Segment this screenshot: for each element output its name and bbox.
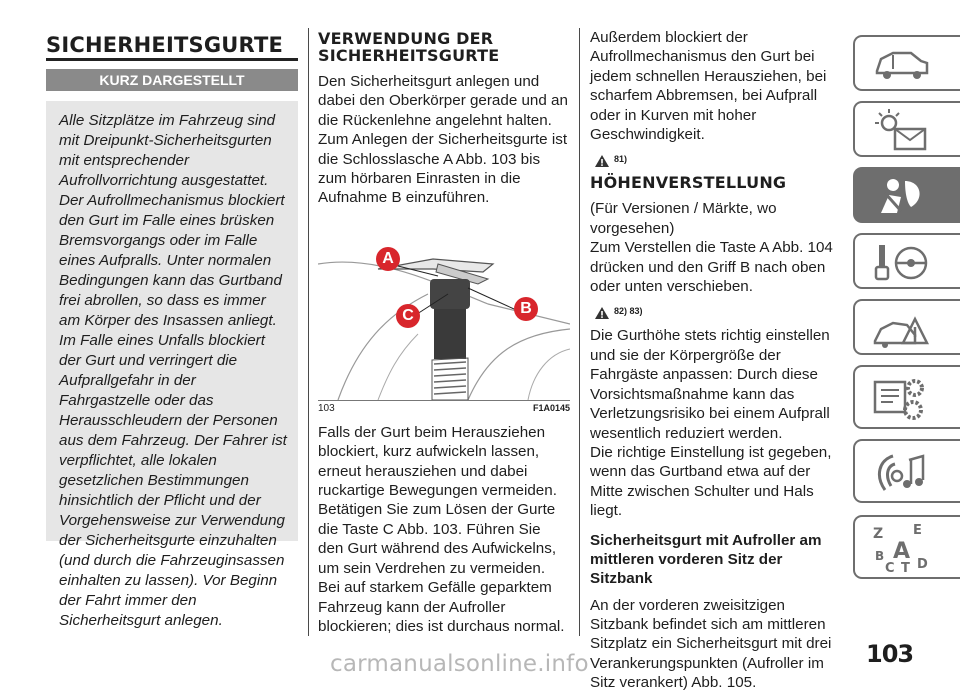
svg-text:E: E bbox=[913, 523, 922, 538]
watermark: carmanualsonline.info bbox=[330, 651, 589, 677]
column-divider bbox=[308, 28, 309, 636]
tab-emergency[interactable] bbox=[853, 299, 960, 355]
page-number: 103 bbox=[866, 640, 914, 668]
subheading: Sicherheitsgurt mit Aufroller am mittleren vorderen Sitz der Sitzbank bbox=[590, 531, 822, 587]
label-c: C bbox=[396, 304, 420, 328]
tab-safety[interactable] bbox=[853, 167, 960, 223]
heading-line: SICHERHEITSGURTE bbox=[318, 46, 500, 65]
paragraph: Zum Verstellen die Taste A Abb. 104 drücken und den Griff B nach oben oder unten verschieben. bbox=[590, 239, 833, 296]
alphabetical-index-icon bbox=[871, 521, 931, 575]
section-heading-usage bbox=[318, 30, 570, 64]
svg-text:B: B bbox=[875, 549, 885, 563]
safety-airbag-icon bbox=[871, 173, 931, 219]
warning-triangle-icon bbox=[594, 306, 610, 320]
paragraph: (Für Versionen / Märkte, wo vorgesehen) bbox=[590, 200, 777, 237]
section-heading-height: HÖHENVERSTELLUNG bbox=[590, 173, 787, 193]
column-middle bbox=[318, 28, 570, 636]
svg-text:A: A bbox=[893, 539, 911, 564]
paragraph: Die richtige Einstellung ist gegeben, wenn das Gurtband etwa auf der Mitte zwischen Schulter und Hals liegt. bbox=[590, 443, 832, 520]
summary-box bbox=[46, 101, 298, 629]
tab-index[interactable] bbox=[853, 515, 960, 579]
svg-text:D: D bbox=[917, 557, 928, 572]
emergency-crash-icon bbox=[871, 305, 931, 351]
warning-lights-icon bbox=[871, 107, 931, 153]
section-heading: SICHERHEITSGURTE bbox=[46, 32, 298, 61]
svg-text:T: T bbox=[901, 561, 910, 575]
column-left bbox=[46, 28, 298, 629]
figure-number: 103 bbox=[318, 402, 335, 414]
paragraph: Zum Anlegen der Sicherheitsgurte ist die Schlosslasche A Abb. 103 bis zum hörbaren Einrasten in die Aufnahme B einzuführen. bbox=[318, 131, 568, 207]
warning-reference bbox=[594, 154, 842, 168]
maintenance-gears-icon bbox=[871, 371, 931, 425]
tab-starting-driving[interactable] bbox=[853, 233, 960, 289]
multimedia-icon bbox=[871, 445, 931, 499]
tab-car-overview[interactable] bbox=[853, 35, 960, 91]
warning-triangle-icon bbox=[594, 154, 610, 168]
paragraph: Bei auf starkem Gefälle geparktem Fahrzeug kann der Aufroller blockieren; dies ist durchaus normal. bbox=[318, 579, 565, 635]
tab-warning-lights[interactable] bbox=[853, 101, 960, 157]
paragraph: Außerdem blockiert der Aufrollmechanismus den Gurt bei jedem schnellen Herausziehen, bei scharfem Abbremsen, bei Aufprall oder in Kurven mit hoher Geschwindigkeit. bbox=[590, 29, 827, 144]
svg-text:C: C bbox=[885, 561, 895, 575]
paragraph: Die Gurthöhe stets richtig einstellen und sie der Körpergröße der Fahrgäste anpassen: Durch diese Vorsichtsmaßnahme kann das Verletzungsrisiko bei einem Aufprall wesentlich reduziert werden. bbox=[590, 327, 830, 442]
label-a: A bbox=[376, 247, 400, 271]
car-overview-icon bbox=[871, 41, 931, 87]
warning-number: 81) bbox=[614, 154, 628, 165]
column-right bbox=[590, 28, 842, 693]
warning-reference bbox=[594, 306, 842, 320]
summary-text: Alle Sitzplätze im Fahrzeug sind mit Dreipunkt-Sicherheitsgurten mit entsprechender Aufrollvorrichtung ausgestattet. Der Aufrollmechanismus blockiert den Gurt im Falle eines brüsken Bremsvorgangs oder im Falle eines Aufpralls. Unter normalen Bedingungen kann das Gurtband frei abrollen, so dass es immer am Körper des Insassen anliegt. Im Falle eines Unfalls blockiert der Gurt und verringert die Aufprallgefahr in der Fahrgastzelle oder das Herausschleudern der Personen aus dem Fahrzeug. Der Fahrer ist verpflichtet, alle lokalen gesetzlichen Bestimmungen hinsichtlich der Pflicht und der Vorgehensweise zur Verwendung der Sicherheitsgurte einzuhalten (und durch die Fahrzeuginsassen einhalten zu lassen). Vor Beginn der Fahrt immer den Sicherheitsgurt anlegen. bbox=[59, 112, 287, 629]
paragraph: Falls der Gurt beim Herausziehen blockiert, kurz aufwickeln lassen, erneut herausziehen und dabei ruckartige Bewegungen vermeiden. bbox=[318, 423, 557, 500]
label-b: B bbox=[514, 297, 538, 321]
paragraph: Betätigen Sie zum Lösen der Gurte die Taste C Abb. 103. Führen Sie den Gurt während des Aufwickelns, um sein Verdrehen zu vermeiden. bbox=[318, 501, 557, 577]
tab-multimedia[interactable] bbox=[853, 439, 960, 503]
column-divider bbox=[579, 28, 580, 636]
key-steering-icon bbox=[871, 239, 931, 285]
paragraph: An der vorderen zweisitzigen Sitzbank befindet sich am mittleren Sitzplatz ein Sicherheitsgurt mit drei Verankerungspunkten (Aufroller im Sitz verankert) Abb. 105. bbox=[590, 596, 832, 692]
heading-line: VERWENDUNG DER bbox=[318, 29, 494, 48]
warning-number: 82) 83) bbox=[614, 306, 643, 317]
seatbelt-figure bbox=[318, 224, 570, 401]
summary-banner: KURZ DARGESTELLT bbox=[46, 69, 298, 91]
figure-caption bbox=[318, 403, 570, 417]
figure-code: F1A0145 bbox=[532, 402, 570, 413]
tab-maintenance[interactable] bbox=[853, 365, 960, 429]
paragraph: Den Sicherheitsgurt anlegen und dabei den Oberkörper gerade und an die Rückenlehne angelehnt halten. bbox=[318, 73, 568, 129]
svg-text:Z: Z bbox=[873, 526, 884, 542]
